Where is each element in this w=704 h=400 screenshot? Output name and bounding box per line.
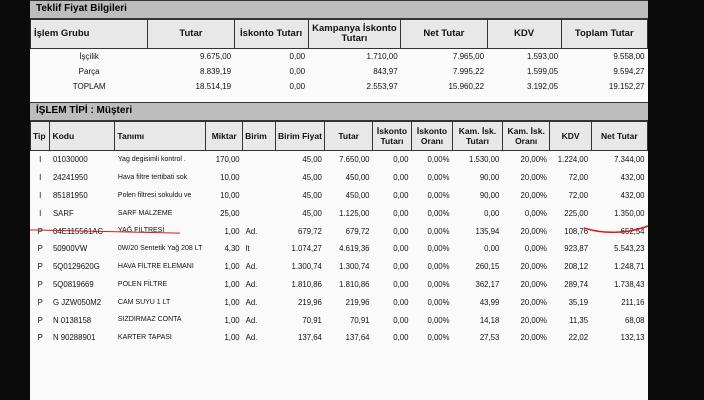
detail-cell: 132,13	[620, 333, 645, 343]
detail-cell: 137,64	[298, 333, 322, 343]
detail-cell: P	[37, 279, 43, 289]
detail-cell: I	[39, 173, 42, 183]
summary-cell: 2.553,97	[366, 82, 398, 91]
detail-row	[31, 151, 648, 169]
summary-cell: 7.995,22	[452, 67, 485, 76]
summary-cell: 0,00	[289, 67, 306, 76]
detail-cell: P	[37, 226, 43, 236]
detail-cell: 0,00%	[427, 244, 450, 254]
detail-cell: 1.300,74	[291, 262, 322, 272]
detail-cell: 1,00	[224, 297, 240, 307]
detail-cell: Ad.	[245, 262, 258, 272]
summary-header-cell: Kampanya İskonto Tutarı	[308, 20, 401, 49]
detail-cell: 1.300,74	[339, 262, 370, 272]
summary-header-cell: KDV	[487, 20, 561, 49]
summary-cell: 15.960,22	[448, 82, 485, 91]
detail-cell: 43,99	[479, 297, 500, 307]
detail-cell: Ad.	[245, 333, 258, 343]
summary-row	[31, 64, 648, 79]
summary-cell: 18.514,19	[195, 82, 232, 91]
detail-cell: 20,00%	[520, 190, 547, 200]
detail-cell: 90,00	[479, 190, 500, 200]
detail-cell: 679,72	[345, 226, 370, 236]
detail-cell: 0,00%	[427, 226, 450, 236]
summary-cell: 3.192,05	[526, 82, 559, 91]
detail-cell: 0,00	[393, 315, 409, 325]
detail-cell: 20,00%	[520, 262, 547, 272]
detail-cell: 0,00%	[427, 297, 450, 307]
detail-header-cell: KDV	[550, 122, 591, 151]
detail-cell: 0,00	[484, 208, 500, 218]
detail-cell: 20,00%	[520, 226, 547, 236]
summary-cell: TOPLAM	[72, 82, 106, 91]
summary-cell: 9.594,27	[613, 67, 645, 76]
detail-row	[31, 311, 648, 329]
detail-row	[31, 204, 648, 222]
detail-cell: P	[37, 333, 43, 343]
detail-cell: 0,00%	[524, 208, 547, 218]
detail-cell: 20,00%	[520, 279, 547, 289]
detail-cell: 208,12	[564, 262, 589, 272]
detail-cell: 137,64	[345, 333, 370, 343]
detail-cell: 20,00%	[520, 333, 547, 343]
detail-cell: 0,00	[393, 173, 409, 183]
detail-cell: 25,00	[220, 208, 240, 218]
summary-cell: 19.152,27	[608, 82, 645, 91]
detail-cell	[243, 169, 275, 187]
detail-cell: 72,00	[568, 190, 589, 200]
detail-cell: 1.810,86	[291, 279, 322, 289]
detail-cell: 260,15	[475, 262, 500, 272]
detail-cell: 1.125,00	[339, 208, 370, 218]
summary-cell: 1.710,00	[366, 52, 398, 61]
detail-row	[31, 187, 648, 205]
summary-cell: 9.675,00	[199, 52, 232, 61]
teklif-section-title: Teklif Fiyat Bilgileri	[30, 0, 648, 19]
summary-header-cell: İskonto Tutarı	[234, 20, 308, 49]
detail-cell: 652,54	[620, 226, 645, 236]
detail-cell: 1,00	[224, 315, 240, 325]
summary-cell: Parça	[78, 67, 100, 76]
detail-cell: 14,18	[479, 315, 500, 325]
detail-cell: 5.543,23	[614, 244, 645, 254]
detail-cell: SARF MALZEME	[117, 209, 173, 217]
detail-row	[31, 169, 648, 187]
detail-cell: 5Q0819669	[52, 279, 94, 289]
detail-cell: 135,94	[475, 226, 500, 236]
detail-cell: 108,76	[564, 226, 589, 236]
detail-cell: 0,00	[393, 155, 409, 165]
detail-header-cell: Birim	[243, 122, 275, 151]
detail-header-cell: İskonto Oranı	[411, 122, 452, 151]
detail-cell: 35,19	[568, 297, 589, 307]
detail-cell: 1.350,00	[614, 208, 645, 218]
detail-cell: 0,00%	[427, 279, 450, 289]
detail-cell: 679,72	[298, 226, 322, 236]
detail-cell: N 0138158	[52, 315, 92, 325]
summary-cell: 9.558,00	[613, 52, 645, 61]
detail-header-cell: Birim Fiyat	[275, 122, 325, 151]
detail-cell: I	[39, 190, 42, 200]
detail-cell: 0,00	[393, 279, 409, 289]
detail-header-cell: Kam. İsk. Tutarı	[453, 122, 503, 151]
detail-cell: 7.650,00	[339, 155, 370, 165]
summary-header-cell: Net Tutar	[401, 20, 487, 49]
detail-cell: 1.224,00	[557, 155, 589, 165]
detail-cell: 0,00%	[427, 155, 450, 165]
detail-cell: 27,53	[479, 333, 500, 343]
detail-row	[31, 240, 648, 258]
detail-cell: 0,00	[393, 208, 409, 218]
detail-cell: Polen filtresi sokuldu ve	[117, 191, 192, 199]
summary-header-row	[31, 20, 648, 49]
summary-cell: 1.599,05	[526, 67, 559, 76]
detail-cell: 45,00	[302, 208, 322, 218]
detail-cell: 1,00	[224, 333, 240, 343]
detail-cell: 10,00	[220, 190, 240, 200]
detail-cell: Ad.	[245, 226, 258, 236]
detail-cell: 24241950	[52, 173, 88, 183]
detail-cell: 362,17	[475, 279, 500, 289]
detail-cell: Ad.	[245, 279, 258, 289]
detail-cell: 90,00	[479, 173, 500, 183]
detail-header-cell: Miktar	[206, 122, 243, 151]
detail-row	[31, 329, 648, 347]
detail-cell: Hava filtre tertibati sok	[117, 173, 188, 181]
detail-header-cell: Tutar	[325, 122, 373, 151]
detail-cell: 0,00%	[427, 315, 450, 325]
detail-cell: 170,00	[215, 155, 240, 165]
detail-cell: 68,08	[624, 315, 645, 325]
summary-header-cell: Tutar	[148, 20, 234, 49]
detail-cell: Ad.	[245, 297, 258, 307]
detail-cell	[243, 204, 275, 222]
summary-header-cell: İşlem Grubu	[31, 20, 148, 49]
detail-cell: 45,00	[302, 155, 322, 165]
detail-cell: SIZDIRMAZ CONTA	[117, 316, 182, 324]
teklif-summary-table	[30, 19, 648, 94]
detail-cell: 01030000	[52, 155, 88, 165]
islem-section-title: İŞLEM TİPİ : Müşteri	[30, 102, 648, 121]
detail-cell: 0,00	[393, 262, 409, 272]
detail-cell	[243, 187, 275, 205]
detail-cell: YAĞ FİLTRESİ	[117, 227, 165, 235]
detail-cell: 1,00	[224, 279, 240, 289]
detail-row	[31, 258, 648, 276]
detail-header-row	[31, 122, 648, 151]
detail-cell: 432,00	[620, 190, 645, 200]
detail-cell: N 90288901	[52, 333, 96, 343]
detail-cell: 289,74	[564, 279, 589, 289]
detail-cell: 1.530,00	[469, 155, 500, 165]
detail-cell: 5Q0129620G	[52, 262, 100, 272]
detail-cell: Yag degisimli kontrol .	[117, 156, 186, 164]
detail-header-cell: Kam. İsk. Oranı	[502, 122, 550, 151]
detail-cell: 0W/20 Sentetik Yağ 208 LT	[117, 245, 203, 253]
summary-header-cell: Toplam Tutar	[561, 20, 647, 49]
detail-cell: 70,91	[349, 315, 370, 325]
detail-cell: 20,00%	[520, 297, 547, 307]
detail-cell: 0,00%	[524, 244, 547, 254]
detail-header-cell: Kodu	[50, 122, 115, 151]
detail-cell: 450,00	[345, 173, 370, 183]
summary-row	[31, 79, 648, 94]
detail-header-cell: Net Tutar	[591, 122, 647, 151]
detail-cell: 4,30	[224, 244, 240, 254]
detail-cell: 211,16	[621, 297, 645, 307]
detail-cell: 432,00	[620, 173, 645, 183]
detail-cell: 450,00	[345, 190, 370, 200]
detail-cell: I	[39, 155, 42, 165]
detail-cell: 22,02	[568, 333, 589, 343]
detail-cell: 1.248,71	[614, 262, 645, 272]
summary-cell: 0,00	[289, 52, 306, 61]
summary-row	[31, 49, 648, 65]
summary-cell: 8.839,19	[199, 67, 232, 76]
detail-cell: 0,00%	[427, 333, 450, 343]
detail-cell: 50900VW	[52, 244, 88, 254]
summary-cell: 7.965,00	[452, 52, 485, 61]
detail-cell: P	[37, 297, 43, 307]
detail-cell: 1,00	[224, 226, 240, 236]
summary-cell: 843,97	[373, 67, 398, 76]
detail-cell: 0,00	[393, 226, 409, 236]
detail-header-cell: Tip	[31, 122, 50, 151]
detail-cell: KARTER TAPASI	[117, 334, 172, 342]
detail-cell: 0,00	[393, 333, 409, 343]
detail-cell: P	[37, 315, 43, 325]
detail-cell: POLEN FİLTRE	[117, 280, 168, 288]
detail-cell: 11,35	[569, 315, 589, 325]
detail-cell: 923,87	[564, 244, 589, 254]
detail-cell: 1,00	[224, 262, 240, 272]
detail-cell: 225,00	[564, 208, 589, 218]
detail-cell: P	[37, 244, 43, 254]
detail-cell: 0,00%	[427, 190, 450, 200]
detail-cell: 219,96	[345, 297, 370, 307]
detail-cell: P	[37, 262, 43, 272]
detail-cell: G JZW050M2	[52, 297, 102, 307]
detail-cell: 4.619,36	[339, 244, 370, 254]
detail-cell: 10,00	[220, 173, 240, 183]
detail-cell: lt	[245, 244, 250, 254]
detail-cell: 72,00	[568, 173, 589, 183]
detail-cell: SARF	[52, 208, 74, 218]
detail-cell: Ad.	[245, 315, 258, 325]
detail-cell: 20,00%	[520, 155, 547, 165]
red-underline-curve	[582, 222, 648, 236]
detail-cell: HAVA FİLTRE ELEMANI	[117, 262, 194, 270]
detail-cell: I	[39, 208, 42, 218]
detail-cell: 0,00	[393, 244, 409, 254]
islem-detail-table	[30, 121, 648, 347]
detail-cell: CAM SUYU 1 LT	[117, 298, 171, 306]
summary-cell: İşçilik	[79, 52, 99, 61]
detail-cell: 1.738,43	[614, 279, 645, 289]
detail-cell: 0,00%	[427, 262, 450, 272]
detail-cell: 20,00%	[520, 173, 547, 183]
summary-cell: 0,00	[289, 82, 306, 91]
detail-row	[31, 276, 648, 294]
detail-cell: 45,00	[302, 190, 322, 200]
summary-cell: 1.593,00	[526, 52, 559, 61]
detail-header-cell: Tanımı	[115, 122, 206, 151]
document-page	[30, 0, 648, 400]
detail-cell: 04E115561AC	[52, 226, 104, 236]
detail-cell: 45,00	[302, 173, 322, 183]
detail-cell: 7.344,00	[614, 155, 645, 165]
detail-cell	[243, 151, 275, 169]
detail-cell: 0,00	[393, 297, 409, 307]
detail-cell: 20,00%	[520, 315, 547, 325]
detail-cell: 0,00	[393, 190, 409, 200]
detail-cell: 1.074,27	[291, 244, 322, 254]
detail-cell: 85181950	[52, 190, 88, 200]
detail-cell: 219,96	[298, 297, 322, 307]
detail-row	[31, 293, 648, 311]
detail-header-cell: İskonto Tutarı	[373, 122, 412, 151]
detail-cell: 1.810,86	[339, 279, 370, 289]
detail-cell: 0,00	[484, 244, 500, 254]
detail-cell: 70,91	[302, 315, 322, 325]
detail-cell: 0,00%	[427, 173, 450, 183]
detail-cell: 0,00%	[427, 208, 450, 218]
